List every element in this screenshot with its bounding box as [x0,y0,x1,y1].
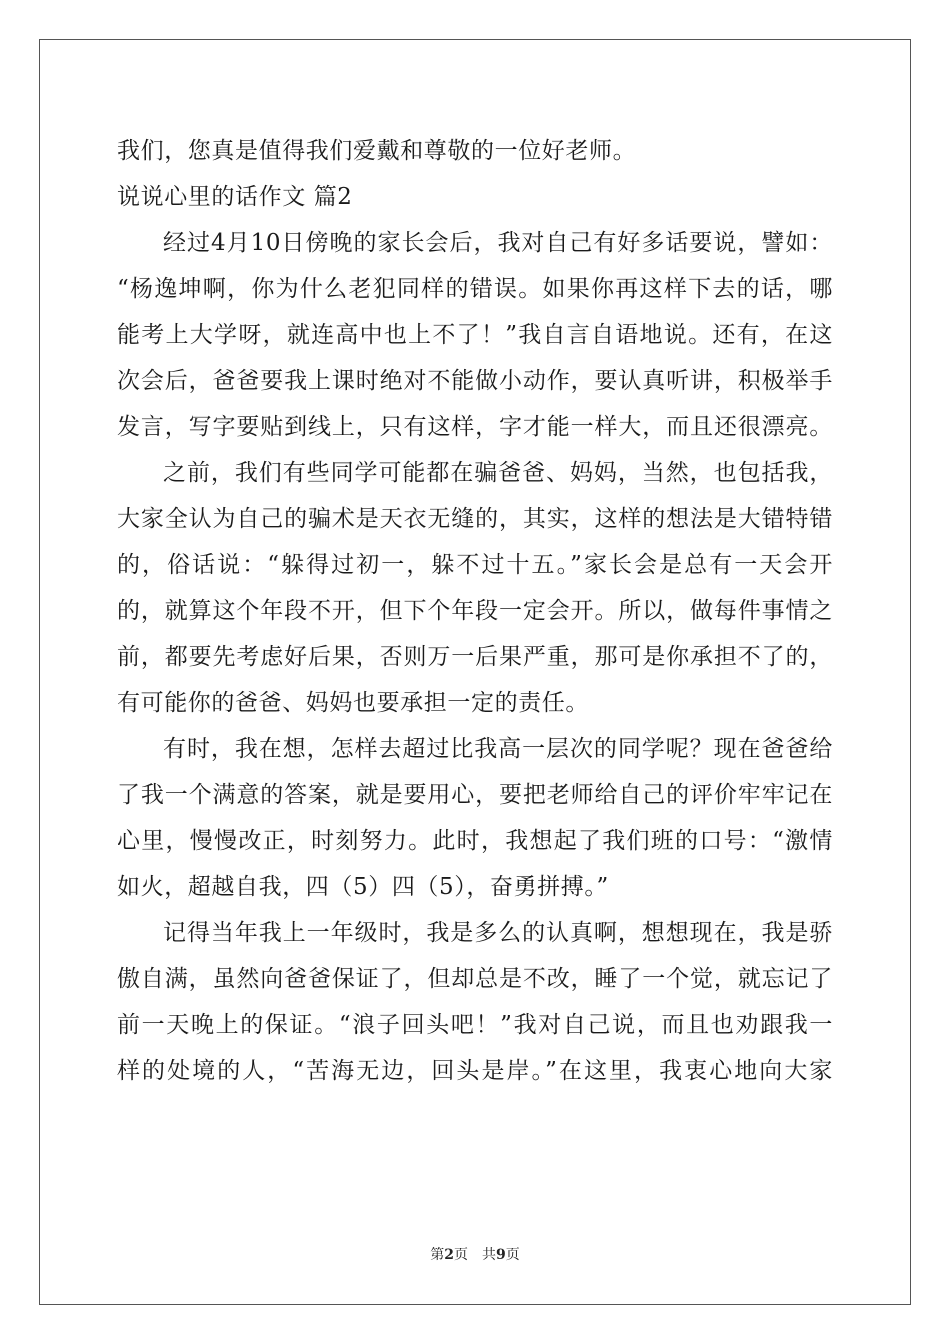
section-heading: 说说心里的话作文 篇2 [117,184,353,210]
text-line: 我们，您真是值得我们爱戴和尊敬的一位好老师。 [117,138,637,164]
document-body [117,128,833,1094]
text-line: 能考上大学呀，就连高中也上不了！”我自言自语地说。还有，在这 [117,322,833,348]
text-line: “杨逸坤啊，你为什么老犯同样的错误。如果你再这样下去的话，哪 [117,276,833,302]
footer-suffix: 页 [505,1247,520,1263]
text-line: 前一天晚上的保证。“浪子回头吧！”我对自己说，而且也劝跟我一 [117,1012,833,1038]
footer-mid: 页 共 [454,1247,496,1263]
paragraph-first-line: 记得当年我上一年级时，我是多么的认真啊，想想现在，我是骄 [163,920,833,946]
text-line: 心里，慢慢改正，时刻努力。此时，我想起了我们班的口号：“激情 [117,828,833,854]
paragraph-first-line: 经过4月10日傍晚的家长会后，我对自己有好多话要说，譬如： [163,230,833,256]
text-line: 的，就算这个年段不开，但下个年段一定会开。所以，做每件事情之 [117,598,833,624]
paragraph-first-line: 之前，我们有些同学可能都在骗爸爸、妈妈，当然，也包括我， [163,460,833,486]
text-line: 的，俗话说：“躲得过初一，躲不过十五。”家长会是总有一天会开 [117,552,833,578]
text-line: 有可能你的爸爸、妈妈也要承担一定的责任。 [117,690,589,716]
text-line: 发言，写字要贴到线上，只有这样，字才能一样大，而且还很漂亮。 [117,414,833,440]
footer-prefix: 第 [430,1247,445,1263]
text-line: 了我一个满意的答案，就是要用心，要把老师给自己的评价牢牢记在 [117,782,833,808]
text-line: 傲自满，虽然向爸爸保证了，但却总是不改，睡了一个觉，就忘记了 [117,966,833,992]
text-line: 次会后，爸爸要我上课时绝对不能做小动作，要认真听讲，积极举手 [117,368,833,394]
page-footer [0,1245,950,1265]
paragraph-first-line: 有时，我在想，怎样去超过比我高一层次的同学呢？现在爸爸给 [163,736,833,762]
text-line: 大家全认为自己的骗术是天衣无缝的，其实，这样的想法是大错特错 [117,506,833,532]
text-line: 如火，超越自我，四（5）四（5），奋勇拼搏。” [117,874,609,900]
current-page-number: 2 [444,1247,454,1263]
text-line: 前，都要先考虑好后果，否则万一后果严重，那可是你承担不了的， [117,644,833,670]
text-line: 样的处境的人，“苦海无边，回头是岸。”在这里，我衷心地向大家 [117,1058,833,1084]
total-page-number: 9 [496,1247,506,1263]
